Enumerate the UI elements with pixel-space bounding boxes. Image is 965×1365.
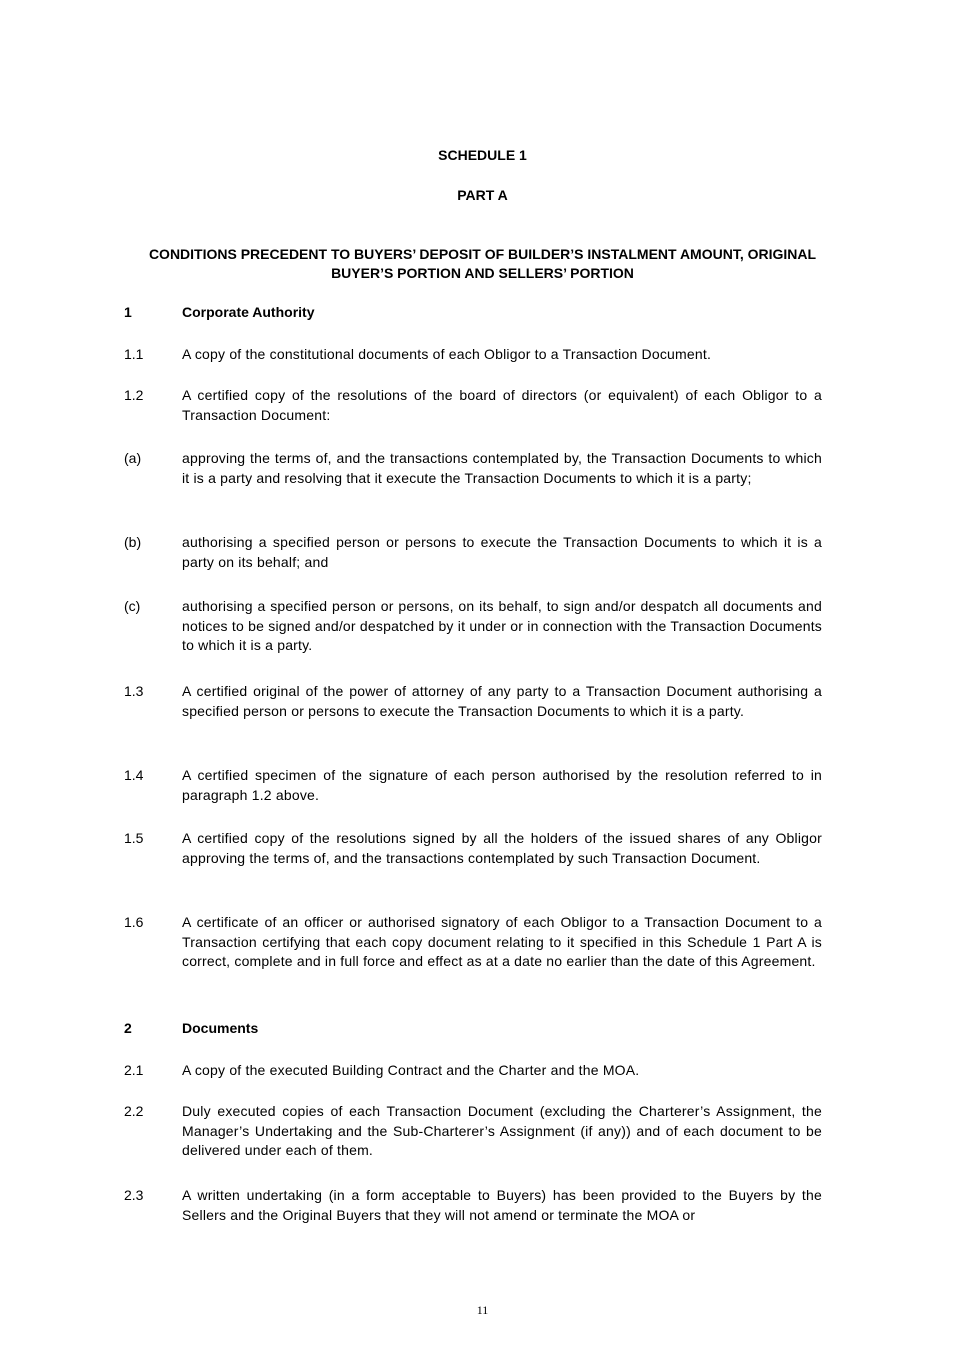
page-number: 11 [476,1303,489,1317]
clause-number: 1.1 [124,346,144,362]
clause-number: (a) [124,450,142,466]
clause-number: 1.4 [124,767,144,783]
section-number: 1 [124,304,132,320]
clause-text: A certified specimen of the signature of each person authorised by the resolution referred to in paragraph 1.2 above. [182,767,822,803]
section-heading: CONDITIONS PRECEDENT TO BUYERS’ DEPOSIT OF BUILDER’S INSTALMENT AMOUNT, ORIGINAL BUYER’S PORTION AND SELLERS’ PORTION [148,246,817,281]
clause-number: (c) [124,598,141,614]
clause-number: 1.2 [124,387,144,403]
clause-number: 2.1 [124,1062,144,1078]
section-number: 2 [124,1020,132,1036]
clause-text: A certificate of an officer or authorised signatory of each Obligor to a Transaction Document to a Transaction certifying that each copy document relating to it specified in this Schedule 1 Part A is correct, complete and in full force and effect as at a date no earlier than the date of this Agreement. [182,914,822,969]
clause-number: 1.6 [124,914,144,930]
part-title: PART A [457,187,508,203]
clause-number: 1.3 [124,683,144,699]
section-title: Documents [182,1020,259,1036]
clause-text: A certified copy of the resolutions of the board of directors (or equivalent) of each Obligor to a Transaction Document: [182,387,822,423]
clause-text: A copy of the executed Building Contract and the Charter and the MOA. [182,1062,640,1078]
clause-text: authorising a specified person or persons, on its behalf, to sign and/or despatch all documents and notices to be signed and/or despatched by it under or in connection with the Transaction Documents to which it is a party. [182,598,822,653]
clause-number: 2.3 [124,1187,144,1203]
clause-text: Duly executed copies of each Transaction Document (excluding the Charterer’s Assignment, the Manager’s Undertaking and the Sub-Charterer’s Assignment (if any)) and of each document to be delivered under each of them. [182,1103,822,1158]
clause-number: (b) [124,534,142,550]
clause-text: A copy of the constitutional documents of each Obligor to a Transaction Document. [182,346,712,362]
schedule-title: SCHEDULE 1 [438,147,527,163]
clause-text: authorising a specified person or persons to execute the Transaction Documents to which it is a party on its behalf; and [182,534,822,570]
clause-number: 2.2 [124,1103,144,1119]
clause-text: approving the terms of, and the transactions contemplated by, the Transaction Documents to which it is a party and resolving that it execute the Transaction Documents to which it is a party; [182,450,822,486]
clause-text: A certified copy of the resolutions signed by all the holders of the issued shares of any Obligor approving the terms of, and the transactions contemplated by such Transaction Document. [182,830,822,866]
clause-text: A written undertaking (in a form acceptable to Buyers) has been provided to the Buyers by the Sellers and the Original Buyers that they will not amend or terminate the MOA or [182,1187,822,1223]
clause-number: 1.5 [124,830,144,846]
clause-text: A certified original of the power of attorney of any party to a Transaction Document authorising a specified person or persons to execute the Transaction Documents to which it is a party. [182,683,822,719]
section-title: Corporate Authority [182,304,315,320]
